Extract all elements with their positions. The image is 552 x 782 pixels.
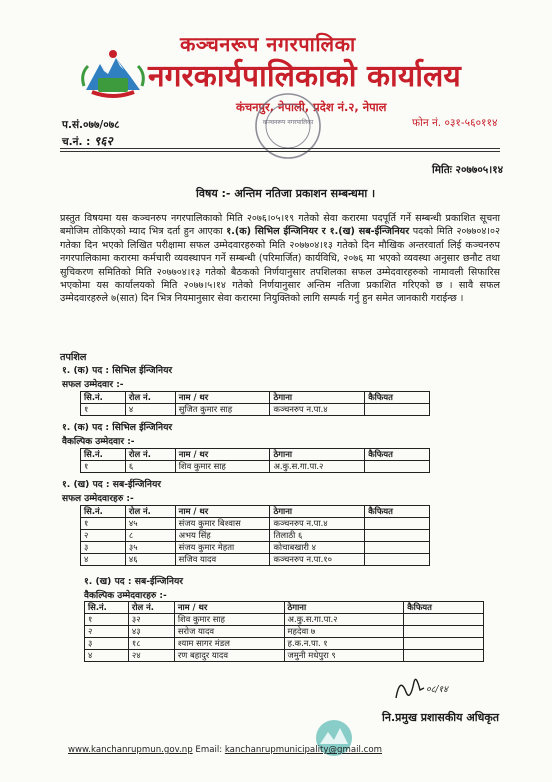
cell: सरोज यादव [174, 626, 284, 638]
signature-date: ०८/१४ [426, 685, 448, 695]
signatory-title: नि.प्रमुख प्रशासकीय अधिकृत [382, 711, 500, 724]
cell: ह.क.न.पा. १ [284, 638, 404, 650]
col-header: कैफियत [404, 602, 484, 614]
cell: २ [85, 626, 129, 638]
section-subtitle: वैकल्पिक उम्मेदवारहरु :- [84, 591, 167, 601]
col-header: कैफियत [365, 392, 430, 404]
table-row [85, 650, 484, 662]
col-header: ठेगाना [284, 602, 404, 614]
body-bold-posts: १.(क) सिभिल ईन्जिनियर र १.(ख) सब-ईन्जिनियर [226, 226, 410, 238]
dispatch-number [62, 132, 113, 149]
col-header: नाम / थर [175, 392, 270, 404]
table-header-row [81, 506, 430, 518]
cell: ४ [81, 554, 126, 566]
section-subtitle: सफल उम्मेदवारहरु :- [62, 494, 134, 504]
letter-date: मितिः २०७७०५।१४ [432, 164, 504, 176]
cell: ३२ [128, 614, 174, 626]
cell: अभय सिंह [175, 530, 270, 542]
website-link[interactable]: www.kanchanrupmun.gov.np [68, 745, 193, 755]
table-row [85, 614, 484, 626]
cell: जमुनी मधेपुरा ९ [284, 650, 404, 662]
emblem-icon [78, 46, 148, 102]
section-title: १. (ख) पद : सब-ईन्जिनियर [84, 576, 184, 587]
col-header: सि.नं. [81, 392, 126, 404]
table-row [81, 518, 430, 530]
table-row [81, 404, 430, 416]
cell [404, 626, 484, 638]
cell [404, 650, 484, 662]
cell [365, 461, 430, 473]
col-header: ठेगाना [270, 449, 365, 461]
cell: १ [81, 404, 126, 416]
cell: अ.कु.स.गा.पा.२ [284, 614, 404, 626]
col-header: नाम / थर [175, 506, 270, 518]
dispatch-label: च.नं. : [62, 136, 91, 148]
cell: शिव कुमार साह [174, 614, 284, 626]
cell: ४ [125, 404, 175, 416]
col-header: नाम / थर [174, 602, 284, 614]
email-label: Email: [192, 745, 225, 755]
section-subtitle: वैकल्पिक उम्मेदवार :- [62, 437, 135, 447]
header-divider [60, 148, 500, 149]
body-part-1: प्रस्तुत विषयमा यस कञ्चनरुप नगरपालिकाको मिति २०७६।०५।१९ गतेको सेवा करारमा पदपूर्ति गर्ने सम्बन्धी प्रकाशित सूचना बमोजिम तोकिएको म्याद भित्र दर्ता हुन आएका [60, 213, 500, 238]
results-table [80, 391, 430, 416]
col-header: कैफियत [365, 506, 430, 518]
cell: २ [81, 530, 126, 542]
cell [365, 542, 430, 554]
cell: ४ [85, 650, 129, 662]
table-header-row [81, 392, 430, 404]
col-header: नाम / थर [175, 449, 270, 461]
cell: तिलाठी ६ [270, 530, 365, 542]
cell: १ [81, 518, 126, 530]
header-divider-2 [60, 151, 500, 152]
col-header: ठेगाना [270, 506, 365, 518]
cell: ६ [125, 461, 175, 473]
col-header: रोल नं. [125, 506, 175, 518]
col-header: सि.नं. [81, 506, 126, 518]
cell: कञ्चनरुप न.पा.४ [270, 518, 365, 530]
section-title: १. (ख) पद : सब-ईन्जिनियर [62, 479, 162, 490]
body-part-2: पदको मिति २०७७०४।०२ गतेका दिन भएको लिखित परीक्षामा सफल उम्मेदवारहरुको मिति २०७७०४।१३ गतेको दिन मौखिक अन्तरवार्ता लिई कञ्चनरुप नगरपालिकामा करारमा कर्मचारी व्यवस्थापन गर्ने सम्बन्धी (परिमार्जित) कार्यविधि, २०७६ मा भएको व्यवस्था अनुसार छनौट तथा सुचिकरण समितिको मिति २०७७०४।१३ गतेको बैठकको निर्णयानुसार तपशिलका सफल उम्मेदवारहरुको नामावली सिफारिस भएकोमा यस कार्यालयको मिति २०७७।५।१४ गतेको निर्णयानुसार अन्तिम नतिजा प्रकाशित गरिएको छ । सावै सफल उम्मेदवारहरुले ७(सात) दिन भित्र नियमानुसार सेवा करारमा नियुक्तिको लागि सम्पर्क गर्नु हुन समेत जानकारी गराईन्छ । [60, 226, 500, 305]
office-phone: फोन नं. ०३१-५६०११४ [412, 117, 498, 129]
cell: सजिव यादव [175, 554, 270, 566]
cell: ८ [125, 530, 175, 542]
cell: कञ्चनरुप न.पा.४ [270, 404, 365, 416]
table-header-row [81, 449, 430, 461]
col-header: सि.नं. [85, 602, 129, 614]
section-title: १. (क) पद : सिभिल ईन्जिनियर [62, 422, 173, 433]
table-row [85, 626, 484, 638]
cell: ३ [85, 638, 129, 650]
cell: ४३ [128, 626, 174, 638]
letter-subject: विषय :- अन्तिम नतिजा प्रकाशन सम्बन्धमा । [196, 187, 376, 200]
cell: १ [85, 614, 129, 626]
cell [365, 404, 430, 416]
cell [365, 518, 430, 530]
cell: ३५ [125, 542, 175, 554]
cell: श्याम सागर मंडल [174, 638, 284, 650]
office-title: नगरकार्यपालिकाको कार्यालय [148, 59, 461, 94]
col-header: रोल नं. [125, 392, 175, 404]
office-address: कंचनपुर, नेपाली, प्रदेश नं.२, नेपाल [236, 100, 387, 114]
col-header: कैफियत [365, 449, 430, 461]
table-row [81, 461, 430, 473]
cell: ४६ [125, 554, 175, 566]
schedule-heading: तपशिल [60, 352, 87, 363]
cell [365, 530, 430, 542]
col-header: रोल नं. [128, 602, 174, 614]
cell: महदेवा ७ [284, 626, 404, 638]
cell: कोचाबखारी ४ [270, 542, 365, 554]
results-table [84, 601, 484, 662]
letter-body [60, 212, 500, 306]
col-header: सि.नं. [81, 449, 126, 461]
footer [68, 745, 382, 755]
cell: संजय कुमार बिश्वास [175, 518, 270, 530]
cell: ४५ [125, 518, 175, 530]
cell: शिव कुमार साह [175, 461, 270, 473]
table-row [81, 542, 430, 554]
cell: संजय कुमार मेहता [175, 542, 270, 554]
cell [404, 638, 484, 650]
cell: ३ [81, 542, 126, 554]
cell: १ [81, 461, 126, 473]
cell [404, 614, 484, 626]
signature-icon [390, 668, 460, 704]
table-row [81, 530, 430, 542]
stamp-text: कञ्चनरूप नगरपालिका [262, 119, 314, 126]
cell [365, 554, 430, 566]
email-link[interactable]: kanchanrupmunicipality@gmail.com [224, 745, 382, 755]
col-header: रोल नं. [125, 449, 175, 461]
cell: अ.कु.स.गा.पा.२ [270, 461, 365, 473]
results-table [80, 505, 430, 566]
results-table [80, 448, 430, 473]
table-row [81, 554, 430, 566]
reference-number: प.सं.०७७/०७८ [62, 119, 120, 131]
cell: कञ्चनरुप न.पा.१० [270, 554, 365, 566]
office-name: कञ्चनरूप नगरपालिका [180, 32, 356, 56]
cell: २४ [128, 650, 174, 662]
section-title: १. (क) पद : सिभिल ईन्जिनियर [62, 365, 173, 376]
section-subtitle: सफल उम्मेदवार :- [62, 380, 124, 390]
cell: १८ [128, 638, 174, 650]
table-header-row [85, 602, 484, 614]
table-row [85, 638, 484, 650]
cell: सुजित कुमार साह [175, 404, 270, 416]
dispatch-value: ९६२ [93, 134, 113, 148]
col-header: ठेगाना [270, 392, 365, 404]
cell: रण बहादुर यादव [174, 650, 284, 662]
